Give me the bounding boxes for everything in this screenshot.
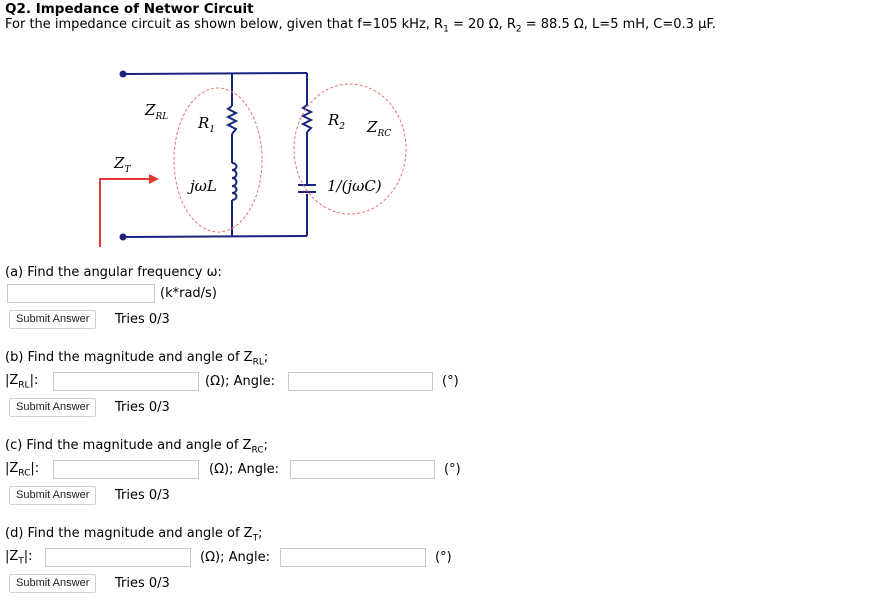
part-c-angle-unit: (°)	[444, 462, 461, 477]
part-b-magnitude-input[interactable]	[53, 372, 199, 391]
question-intro: For the impedance circuit as shown below, given that f=105 kHz, $R_1 = 20$ Ω, $R_2 = 88.5$ Ω, L=5 mH, C=0.3 μF.	[5, 17, 716, 35]
terminal-top-icon	[120, 71, 127, 78]
inductor-icon	[232, 163, 237, 200]
part-b-angle-input[interactable]	[288, 372, 433, 391]
part-d-angle-unit: (°)	[435, 550, 452, 565]
terminal-bottom-icon	[120, 234, 127, 241]
bottom-wire	[123, 236, 307, 237]
jwl-label: jωL	[190, 177, 217, 195]
part-d-tries: Tries 0/3	[115, 576, 170, 591]
question-title: Q2. Impedance of Networ Circuit	[5, 1, 254, 17]
r2-label: $R_2$	[328, 111, 346, 132]
part-b-magnitude-label: $|Z_{RL}|$:	[5, 373, 39, 391]
arrow-head-icon	[149, 174, 159, 184]
zrl-boundary	[174, 88, 262, 232]
zrc-label: $Z_{RC}$	[367, 118, 392, 139]
part-b-submit-button[interactable]: Submit Answer	[9, 398, 96, 417]
part-d-magnitude-input[interactable]	[45, 548, 191, 567]
part-c-question: (c) Find the magnitude and angle of $Z_{RC}$;	[5, 438, 268, 456]
part-c-submit-button[interactable]: Submit Answer	[9, 486, 96, 505]
circuit-diagram	[0, 0, 884, 260]
part-c-angle-input[interactable]	[290, 460, 435, 479]
part-c-magnitude-unit: (Ω); Angle:	[209, 462, 279, 477]
part-b-tries: Tries 0/3	[115, 400, 170, 415]
part-c-magnitude-input[interactable]	[53, 460, 199, 479]
part-d-magnitude-unit: (Ω); Angle:	[200, 550, 270, 565]
part-d-submit-button[interactable]: Submit Answer	[9, 574, 96, 593]
r1-label: $R_1$	[198, 114, 216, 135]
part-c-magnitude-label: $|Z_{RC}|$:	[5, 461, 40, 479]
r2-resistor-icon	[303, 105, 311, 132]
part-d-magnitude-label: $|Z_T|$:	[5, 549, 33, 567]
part-b-question: (b) Find the magnitude and angle of $Z_{RL}$;	[5, 350, 269, 368]
part-a-question: (a) Find the angular frequency ω:	[5, 265, 222, 280]
zrl-label: $Z_{RL}$	[145, 101, 169, 122]
part-b-magnitude-unit: (Ω); Angle:	[205, 374, 275, 389]
part-d-question: (d) Find the magnitude and angle of $Z_T$;	[5, 526, 263, 544]
part-a-answer-input[interactable]	[7, 284, 155, 303]
part-d-angle-input[interactable]	[280, 548, 426, 567]
part-c-tries: Tries 0/3	[115, 488, 170, 503]
part-a-unit: (k*rad/s)	[160, 286, 217, 301]
zt-label: $Z_T$	[114, 154, 131, 175]
part-a-tries: Tries 0/3	[115, 312, 170, 327]
capacitor-label: 1/(jωC)	[327, 177, 382, 195]
top-wire	[123, 73, 307, 74]
r1-resistor-icon	[228, 106, 236, 134]
part-b-angle-unit: (°)	[442, 374, 459, 389]
part-a-submit-button[interactable]: Submit Answer	[9, 310, 96, 329]
